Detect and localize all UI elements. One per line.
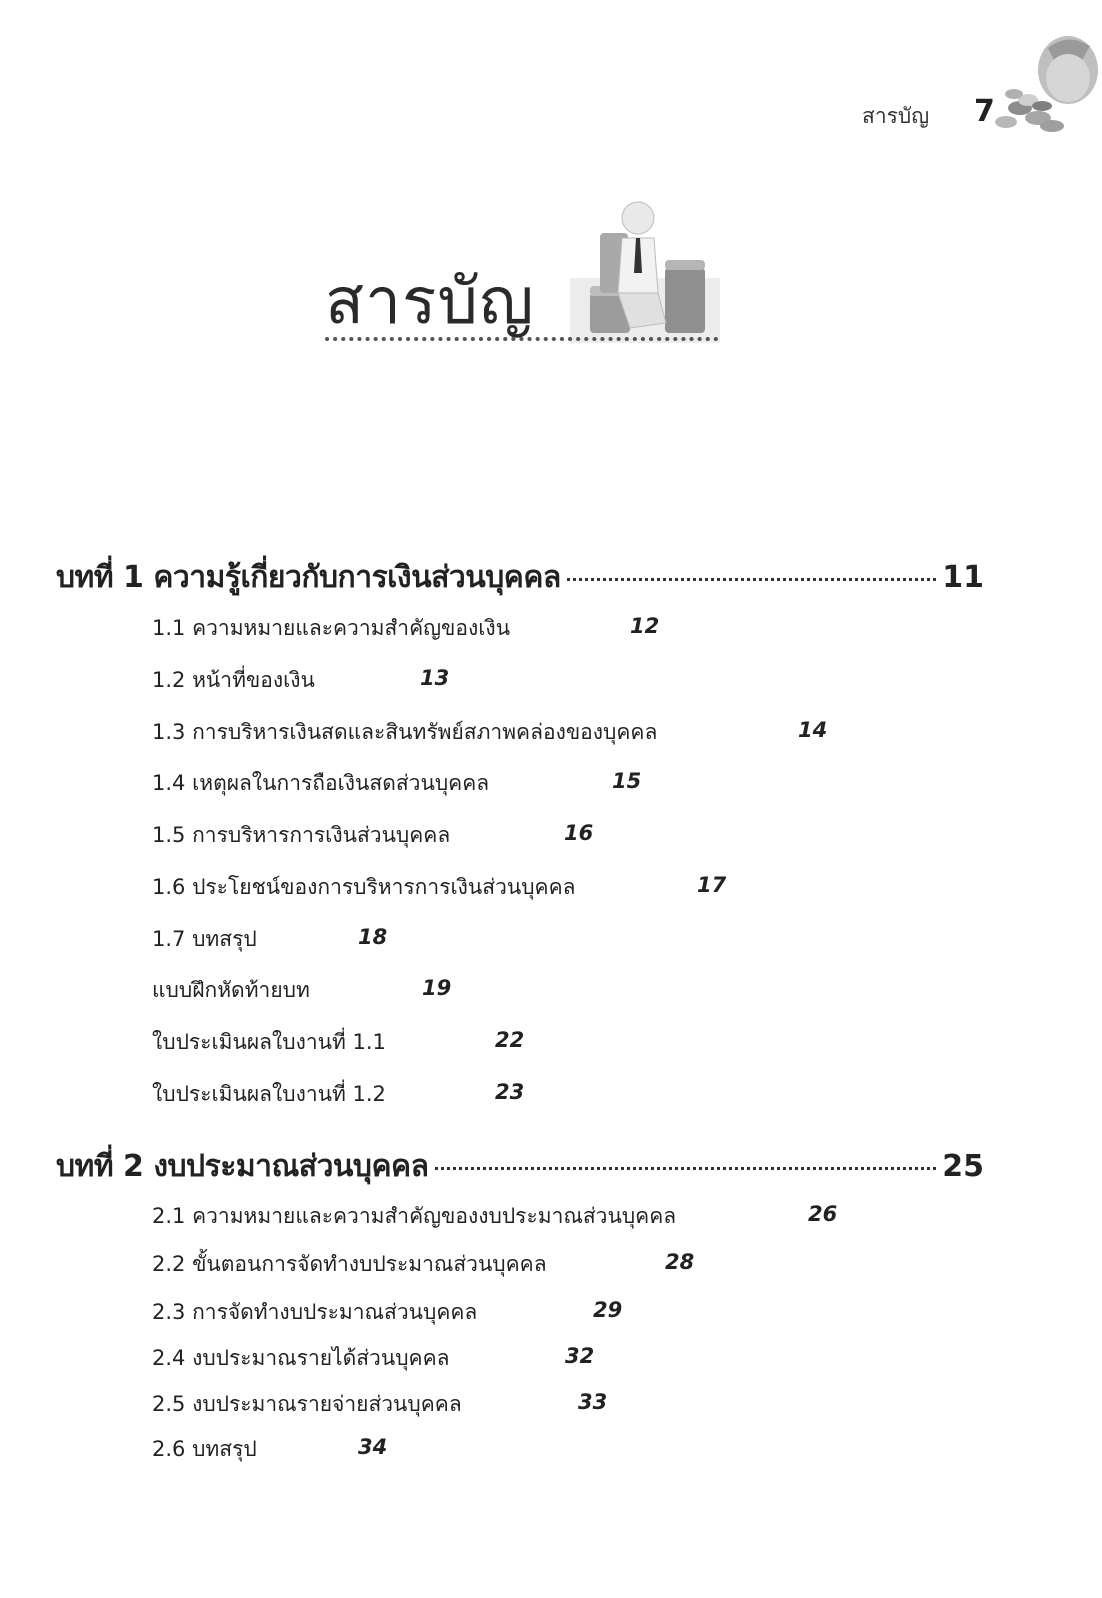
toc-chapter-1[interactable]: [56, 554, 984, 601]
toc-item-2-5-page: 33: [578, 1390, 608, 1414]
toc-item-1-2[interactable]: 1.2 หน้าที่ของเงิน: [152, 668, 315, 692]
businessman-on-coins-illustration: [570, 198, 720, 343]
toc-item-2-5[interactable]: 2.5 งบประมาณรายจ่ายส่วนบุคคล: [152, 1392, 462, 1416]
toc-item-2-4[interactable]: 2.4 งบประมาณรายได้ส่วนบุคคล: [152, 1346, 450, 1370]
toc-item-1-5[interactable]: 1.5 การบริหารการเงินส่วนบุคคล: [152, 823, 451, 847]
toc-item-exercise-page: 19: [422, 976, 452, 1000]
toc-item-2-6[interactable]: 2.6 บทสรุป: [152, 1437, 257, 1461]
toc-item-1-1[interactable]: 1.1 ความหมายและความสำคัญของเงิน: [152, 616, 511, 640]
toc-item-1-3[interactable]: 1.3 การบริหารเงินสดและสินทรัพย์สภาพคล่องของบุคคล: [152, 720, 658, 744]
toc-chapter-2[interactable]: [56, 1143, 984, 1190]
toc-item-1-1-page: 12: [630, 614, 660, 638]
running-header-section: สารบัญ: [862, 104, 930, 128]
toc-chapter-2-leader: [435, 1167, 937, 1170]
toc-item-2-2-page: 28: [665, 1250, 695, 1274]
toc-chapter-1-leader: [567, 578, 936, 581]
toc-item-1-6-page: 17: [697, 873, 727, 897]
toc-item-1-7[interactable]: 1.7 บทสรุป: [152, 927, 257, 951]
toc-item-assessment-1-2-page: 23: [495, 1080, 525, 1104]
toc-item-2-6-page: 34: [358, 1435, 388, 1459]
toc-chapter-2-page: 25: [942, 1149, 984, 1184]
toc-item-2-3[interactable]: 2.3 การจัดทำงบประมาณส่วนบุคคล: [152, 1300, 478, 1324]
toc-item-2-2[interactable]: 2.2 ขั้นตอนการจัดทำงบประมาณส่วนบุคคล: [152, 1252, 547, 1276]
toc-item-assessment-1-1[interactable]: ใบประเมินผลใบงานที่ 1.1: [152, 1030, 386, 1054]
running-header-page-number: 7: [974, 94, 995, 129]
toc-item-exercise[interactable]: แบบฝึกหัดท้ายบท: [152, 978, 310, 1002]
toc-item-2-3-page: 29: [593, 1298, 623, 1322]
toc-item-1-5-page: 16: [564, 821, 594, 845]
toc-item-2-4-page: 32: [565, 1344, 595, 1368]
toc-item-2-1[interactable]: 2.1 ความหมายและความสำคัญของงบประมาณส่วนบุคคล: [152, 1204, 677, 1228]
toc-item-1-7-page: 18: [358, 925, 388, 949]
toc-item-assessment-1-2[interactable]: ใบประเมินผลใบงานที่ 1.2: [152, 1082, 386, 1106]
toc-item-1-2-page: 13: [420, 666, 450, 690]
page-title: สารบัญ: [325, 265, 535, 339]
toc-item-1-3-page: 14: [798, 718, 828, 742]
toc-item-1-4[interactable]: 1.4 เหตุผลในการถือเงินสดส่วนบุคคล: [152, 771, 490, 795]
toc-item-2-1-page: 26: [808, 1202, 838, 1226]
toc-item-1-4-page: 15: [612, 769, 642, 793]
toc-chapter-1-page: 11: [942, 560, 984, 595]
toc-item-1-6[interactable]: 1.6 ประโยชน์ของการบริหารการเงินส่วนบุคคล: [152, 875, 576, 899]
money-bag-coins-illustration: [990, 30, 1102, 140]
toc-chapter-1-title: บทที่ 1 ความรู้เกี่ยวกับการเงินส่วนบุคคล: [56, 560, 561, 595]
title-dotted-underline: [325, 336, 720, 342]
toc-chapter-2-title: บทที่ 2 งบประมาณส่วนบุคคล: [56, 1149, 429, 1184]
toc-item-assessment-1-1-page: 22: [495, 1028, 525, 1052]
